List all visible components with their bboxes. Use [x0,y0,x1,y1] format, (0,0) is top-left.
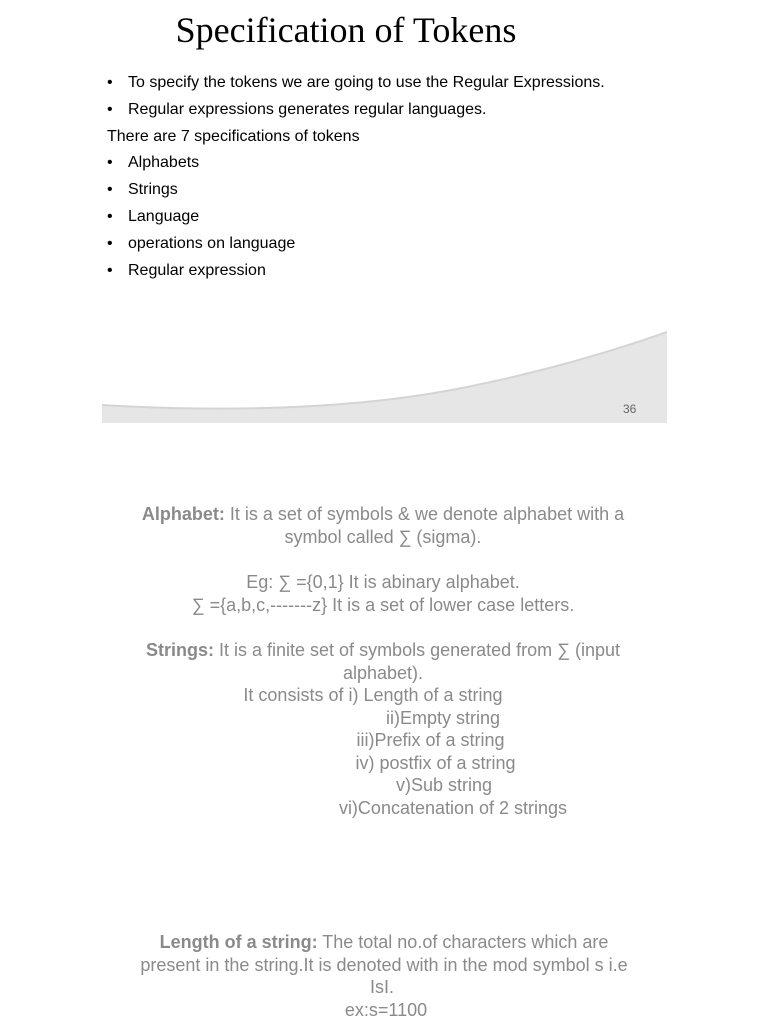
length-label: Length of a string: [159,932,318,952]
length-text: The total no.of characters which are [317,932,609,952]
string-part: v)Sub string [395,775,493,795]
alphabet-label: Alphabet: [141,504,225,524]
bullet-item: • Regular expressions generates regular languages. [107,97,667,124]
bullet-item: • Regular expression [107,258,667,285]
notes-length [114,931,654,1021]
slide-title: Specification of Tokens [175,10,517,50]
strings-text-cont: alphabet). [342,662,424,683]
string-part: iii)Prefix of a string [356,730,505,750]
length-text-cont: IsI. [369,977,394,997]
string-part: ii)Empty string [385,707,501,728]
string-part: vi)Concatenation of 2 strings [338,797,568,818]
bullet-item: • Alphabets [107,150,667,177]
alphabet-text: It is a set of symbols & we denote alphabet with a [224,504,625,524]
decorative-wave [102,330,667,423]
plain-line: There are 7 specifications of tokens [107,127,360,145]
strings-label: Strings: [145,640,214,660]
page-number: 36 [623,402,637,416]
bullet-item: • Language [107,204,667,231]
example-line: Eg: ∑ ={0,1} It is abinary alphabet. [246,572,520,592]
string-part: iv) postfix of a string [355,752,516,773]
consists-line: It consists of i) Length of a string [243,685,503,705]
strings-text: It is a finite set of symbols generated from ∑ (input [214,640,621,660]
notes-strings [108,639,658,819]
notes-alphabet [108,503,658,548]
bullet-item: • Strings [107,177,667,204]
bullet-item: • To specify the tokens we are going to use the Regular Expressions. [107,70,667,97]
notes-examples [108,571,658,616]
length-text-cont: present in the string.It is denoted with in the mod symbol s i.e [140,954,628,975]
slide-content [107,70,667,284]
example-line: ∑ ={a,b,c,-------z} It is a set of lower case letters. [191,594,575,615]
alphabet-text-cont: symbol called ∑ (sigma). [284,526,482,547]
length-example: ex:s=1100 [344,999,428,1020]
bullet-item: • operations on language [107,231,667,258]
